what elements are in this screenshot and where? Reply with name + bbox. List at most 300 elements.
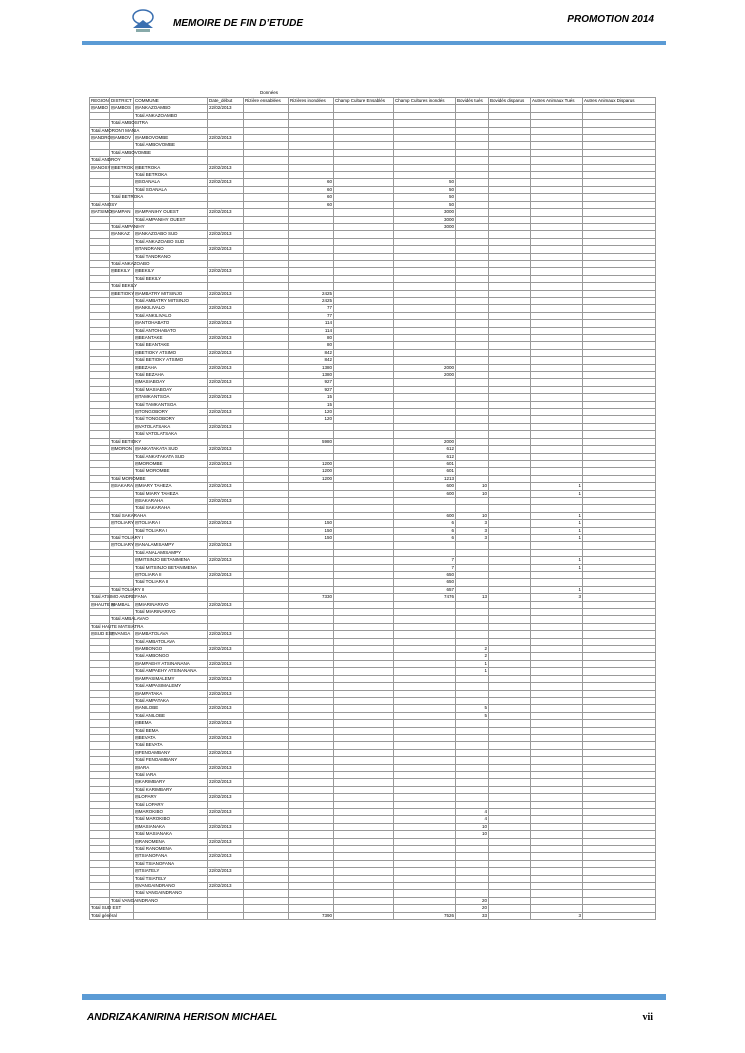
table-cell [334, 312, 394, 319]
table-cell [289, 675, 334, 682]
table-cell [110, 668, 134, 675]
table-cell [531, 372, 583, 379]
table-cell: 927 [289, 386, 334, 393]
table-row [90, 149, 656, 156]
table-cell [583, 623, 656, 630]
table-cell: Total AMPAEHY ATSINANANA [134, 668, 208, 675]
table-cell: Total SAKARAHA [111, 512, 147, 518]
table-cell [110, 505, 134, 512]
table-cell [583, 786, 656, 793]
table-cell [583, 831, 656, 838]
table-cell: Total VANGAINDRANO [134, 890, 208, 897]
table-row [90, 786, 656, 793]
column-header: Champ Cultures inondés [394, 98, 456, 105]
table-cell [90, 149, 110, 156]
table-cell [289, 572, 334, 579]
table-cell: 22/02/2013 [208, 423, 244, 430]
table-cell: 2 [456, 653, 489, 660]
table-cell [334, 475, 394, 482]
column-header[interactable]: Date_début [208, 98, 244, 105]
table-cell [583, 127, 656, 134]
table-cell [583, 757, 656, 764]
table-cell: 1 [531, 586, 583, 593]
table-cell [110, 549, 134, 556]
table-cell [456, 290, 489, 297]
table-cell: Total BETIOKY ATSIMO [134, 357, 208, 364]
table-cell [244, 157, 289, 164]
table-cell: ⊟TOLIARY [111, 520, 134, 526]
table-row [90, 594, 656, 601]
table-cell: ⊟AMBO [91, 105, 109, 111]
table-cell [456, 142, 489, 149]
table-cell: 1 [456, 668, 489, 675]
table-cell [394, 809, 456, 816]
table-cell: Total BEVATA [134, 742, 208, 749]
table-cell: ⊟RANOMENA [134, 838, 208, 845]
table-cell [334, 638, 394, 645]
table-cell [394, 653, 456, 660]
table-cell [334, 838, 394, 845]
table-cell [208, 594, 244, 601]
table-cell [110, 431, 134, 438]
table-cell: Total BEKILY [111, 283, 138, 289]
table-cell: 22/02/2013 [208, 749, 244, 756]
table-cell [583, 534, 656, 541]
table-row [90, 897, 656, 904]
table-cell [489, 542, 531, 549]
table-row [90, 135, 656, 142]
table-cell: 22/02/2013 [208, 520, 244, 527]
table-cell [531, 897, 583, 904]
column-header[interactable]: DISTRICT [111, 98, 132, 103]
table-cell [531, 275, 583, 282]
table-cell [289, 268, 334, 275]
table-cell [334, 453, 394, 460]
table-cell: 1 [531, 483, 583, 490]
table-cell [110, 409, 134, 416]
table-cell [110, 801, 134, 808]
document-title: MEMOIRE DE FIN D’ETUDE [173, 18, 304, 29]
table-cell [489, 579, 531, 586]
table-cell [489, 720, 531, 727]
table-cell [583, 386, 656, 393]
table-cell [583, 142, 656, 149]
table-row [90, 697, 656, 704]
table-row [90, 201, 656, 208]
table-cell: ⊟VATOLATSAKA [134, 423, 208, 430]
table-row [90, 490, 656, 497]
table-cell [456, 572, 489, 579]
table-cell [110, 564, 134, 571]
table-cell [244, 846, 289, 853]
table-cell [394, 638, 456, 645]
table-cell: 22/02/2013 [208, 483, 244, 490]
table-cell [110, 712, 134, 719]
table-cell [244, 875, 289, 882]
table-cell [489, 172, 531, 179]
table-cell [289, 794, 334, 801]
table-cell [289, 609, 334, 616]
table-cell [244, 712, 289, 719]
table-cell: Total MASIANAKA [134, 831, 208, 838]
table-cell [90, 364, 110, 371]
table-cell [531, 542, 583, 549]
table-cell [394, 164, 456, 171]
table-cell [531, 423, 583, 430]
table-cell [244, 579, 289, 586]
table-cell [289, 705, 334, 712]
table-cell [583, 564, 656, 571]
table-row [90, 779, 656, 786]
table-cell [244, 609, 289, 616]
table-cell [90, 468, 110, 475]
table-cell [90, 653, 110, 660]
table-cell [244, 379, 289, 386]
table-cell [531, 742, 583, 749]
table-row [90, 520, 656, 527]
table-cell [90, 216, 110, 223]
table-cell [394, 757, 456, 764]
table-cell [456, 675, 489, 682]
table-cell [244, 349, 289, 356]
table-cell [110, 238, 134, 245]
table-cell [244, 749, 289, 756]
table-cell [208, 697, 244, 704]
table-cell [110, 497, 134, 504]
table-cell [394, 149, 456, 156]
table-cell [583, 646, 656, 653]
column-header[interactable]: COMMUNE [134, 98, 208, 105]
table-cell: Total KARIMBARY [134, 786, 208, 793]
table-cell: ⊟MIARY TAHEZA [134, 483, 208, 490]
table-cell: 4 [456, 816, 489, 823]
table-cell [394, 105, 456, 112]
table-cell [531, 142, 583, 149]
table-cell [334, 305, 394, 312]
table-cell [110, 609, 134, 616]
table-cell [244, 120, 289, 127]
table-cell [456, 475, 489, 482]
table-cell [456, 157, 489, 164]
table-cell [289, 905, 334, 912]
table-cell: 10 [456, 823, 489, 830]
table-cell [583, 453, 656, 460]
table-cell [489, 549, 531, 556]
table-cell [583, 823, 656, 830]
table-cell [90, 557, 110, 564]
table-cell [208, 623, 244, 630]
table-cell: 22/02/2013 [208, 231, 244, 238]
table-cell [394, 831, 456, 838]
table-cell [244, 475, 289, 482]
table-cell [583, 253, 656, 260]
table-cell [583, 179, 656, 186]
table-cell [110, 186, 134, 193]
table-cell [244, 312, 289, 319]
pivot-table [89, 97, 656, 920]
table-cell [456, 135, 489, 142]
table-cell [394, 631, 456, 638]
table-cell: ⊟MOROMBE [134, 460, 208, 467]
table-cell [583, 431, 656, 438]
table-cell [489, 512, 531, 519]
table-cell [90, 683, 110, 690]
table-cell [134, 623, 208, 630]
table-cell [110, 327, 134, 334]
table-cell [289, 771, 334, 778]
table-cell [583, 579, 656, 586]
table-cell [334, 809, 394, 816]
table-cell [456, 342, 489, 349]
table-cell [289, 668, 334, 675]
table-cell [489, 409, 531, 416]
table-cell [583, 372, 656, 379]
table-cell: 22/02/2013 [208, 542, 244, 549]
table-cell [489, 231, 531, 238]
table-cell [90, 764, 110, 771]
table-cell [244, 794, 289, 801]
table-cell: ⊟TOLIARA I [134, 520, 208, 527]
table-cell [244, 172, 289, 179]
table-cell: Total BEANTAKE [134, 342, 208, 349]
table-cell [394, 660, 456, 667]
table-cell [489, 260, 531, 267]
table-cell [334, 572, 394, 579]
table-cell [489, 601, 531, 608]
table-cell [583, 320, 656, 327]
table-cell [531, 290, 583, 297]
table-cell [289, 157, 334, 164]
table-cell [456, 727, 489, 734]
table-row [90, 801, 656, 808]
table-cell [244, 801, 289, 808]
table-cell: ⊟TAMKANTSOA [134, 394, 208, 401]
table-row [90, 623, 656, 630]
table-row [90, 616, 656, 623]
table-cell: 80 [289, 335, 334, 342]
table-cell [583, 475, 656, 482]
table-cell [531, 572, 583, 579]
table-cell [394, 431, 456, 438]
table-cell [394, 312, 456, 319]
table-cell: ⊟MASIANAKA [134, 823, 208, 830]
table-cell [90, 379, 110, 386]
table-cell: 3000 [394, 223, 456, 230]
table-cell [531, 609, 583, 616]
table-cell [456, 838, 489, 845]
table-cell [208, 149, 244, 156]
author-name: ANDRIZAKANIRINA HERISON MICHAEL [87, 1012, 278, 1023]
table-cell [531, 579, 583, 586]
table-cell [334, 823, 394, 830]
table-cell [90, 497, 110, 504]
table-cell [531, 283, 583, 290]
table-row [90, 446, 656, 453]
table-cell [334, 757, 394, 764]
table-cell [289, 512, 334, 519]
table-cell: Total BETROKA [111, 194, 144, 200]
table-cell [583, 697, 656, 704]
table-cell [334, 379, 394, 386]
table-cell [583, 668, 656, 675]
table-cell [394, 801, 456, 808]
table-cell [334, 868, 394, 875]
table-cell: Total TONGOBORY [134, 416, 208, 423]
table-cell [456, 246, 489, 253]
table-cell [244, 283, 289, 290]
table-cell [134, 194, 208, 201]
table-cell [456, 172, 489, 179]
table-cell: 22/02/2013 [208, 779, 244, 786]
table-cell [289, 727, 334, 734]
table-row [90, 120, 656, 127]
table-cell [244, 905, 289, 912]
table-cell [90, 446, 110, 453]
table-cell [244, 179, 289, 186]
table-cell [110, 816, 134, 823]
column-header[interactable]: REGION [91, 98, 109, 103]
table-cell [531, 683, 583, 690]
table-cell: ⊟TOLIARY [111, 542, 134, 548]
table-row [90, 379, 656, 386]
table-cell [208, 172, 244, 179]
table-cell [456, 209, 489, 216]
table-cell [289, 253, 334, 260]
table-cell [244, 483, 289, 490]
table-cell [90, 112, 110, 119]
table-cell: ⊟ANKAZ [110, 231, 134, 238]
table-cell: 601 [394, 460, 456, 467]
table-cell [456, 742, 489, 749]
table-cell: 22/02/2013 [208, 794, 244, 801]
table-cell [208, 890, 244, 897]
table-row [90, 186, 656, 193]
table-cell [244, 631, 289, 638]
table-cell: 22/02/2013 [208, 394, 244, 401]
table-cell [90, 283, 110, 290]
table-cell [456, 564, 489, 571]
table-cell [394, 505, 456, 512]
table-cell [244, 675, 289, 682]
table-cell [289, 623, 334, 630]
table-cell: 2 [456, 646, 489, 653]
table-cell [394, 786, 456, 793]
table-cell: 22/02/2013 [208, 660, 244, 667]
table-cell [244, 527, 289, 534]
table-cell: Total AMBOVOMBE [134, 142, 208, 149]
table-cell: 20 [456, 897, 489, 904]
table-cell [456, 438, 489, 445]
table-cell [489, 734, 531, 741]
table-cell [456, 890, 489, 897]
table-cell: 15 [289, 394, 334, 401]
table-cell: 1 [531, 564, 583, 571]
table-cell [334, 890, 394, 897]
table-cell [456, 771, 489, 778]
table-cell [110, 379, 134, 386]
table-cell [489, 764, 531, 771]
table-cell [90, 460, 110, 467]
table-cell [110, 868, 134, 875]
table-cell: Total LOPARY [134, 801, 208, 808]
table-cell [489, 505, 531, 512]
table-row [90, 549, 656, 556]
table-cell [583, 275, 656, 282]
table-cell [531, 875, 583, 882]
table-cell [90, 572, 110, 579]
table-cell: ⊟AMBATOLAVA [134, 631, 208, 638]
table-cell [489, 379, 531, 386]
table-cell [244, 431, 289, 438]
table-cell [289, 883, 334, 890]
table-cell [289, 831, 334, 838]
table-row [90, 542, 656, 549]
table-cell: 1 [531, 557, 583, 564]
table-cell [531, 497, 583, 504]
table-cell [456, 349, 489, 356]
table-cell [394, 416, 456, 423]
table-cell [531, 105, 583, 112]
table-cell [456, 801, 489, 808]
table-cell [208, 283, 244, 290]
table-cell [489, 431, 531, 438]
table-cell [583, 483, 656, 490]
table-cell [583, 512, 656, 519]
table-cell [110, 142, 134, 149]
table-cell [394, 342, 456, 349]
table-cell [110, 779, 134, 786]
table-cell [90, 579, 110, 586]
table-cell: 6 [394, 534, 456, 541]
table-cell [244, 734, 289, 741]
table-cell [90, 712, 110, 719]
column-header: Autres Animaux Tués [531, 98, 583, 105]
table-cell [289, 616, 334, 623]
table-cell [394, 823, 456, 830]
table-cell: ⊟MITSINJO BETANIMENA [134, 557, 208, 564]
table-cell [208, 897, 244, 904]
table-cell: Total ANALAMISAMPY [134, 549, 208, 556]
table-cell: 22/02/2013 [208, 335, 244, 342]
table-cell: Total AMBONGO [134, 653, 208, 660]
table-row [90, 653, 656, 660]
table-cell: Total BEZAHA [134, 372, 208, 379]
table-row [90, 579, 656, 586]
table-cell [90, 453, 110, 460]
table-cell: Total TSIATELY [134, 875, 208, 882]
table-cell [583, 231, 656, 238]
table-cell [90, 846, 110, 853]
table-row [90, 727, 656, 734]
table-cell [489, 846, 531, 853]
table-cell [489, 357, 531, 364]
table-cell [489, 912, 531, 919]
table-cell [394, 379, 456, 386]
table-cell [334, 112, 394, 119]
table-cell: 601 [394, 468, 456, 475]
table-cell [244, 468, 289, 475]
table-cell [244, 564, 289, 571]
table-cell [244, 720, 289, 727]
table-cell [289, 809, 334, 816]
table-cell: Total ANILOBE [134, 712, 208, 719]
table-cell: ⊟IARA [134, 764, 208, 771]
table-cell [110, 860, 134, 867]
table-cell [456, 460, 489, 467]
table-cell [334, 720, 394, 727]
table-row [90, 401, 656, 408]
table-cell: 4 [456, 809, 489, 816]
